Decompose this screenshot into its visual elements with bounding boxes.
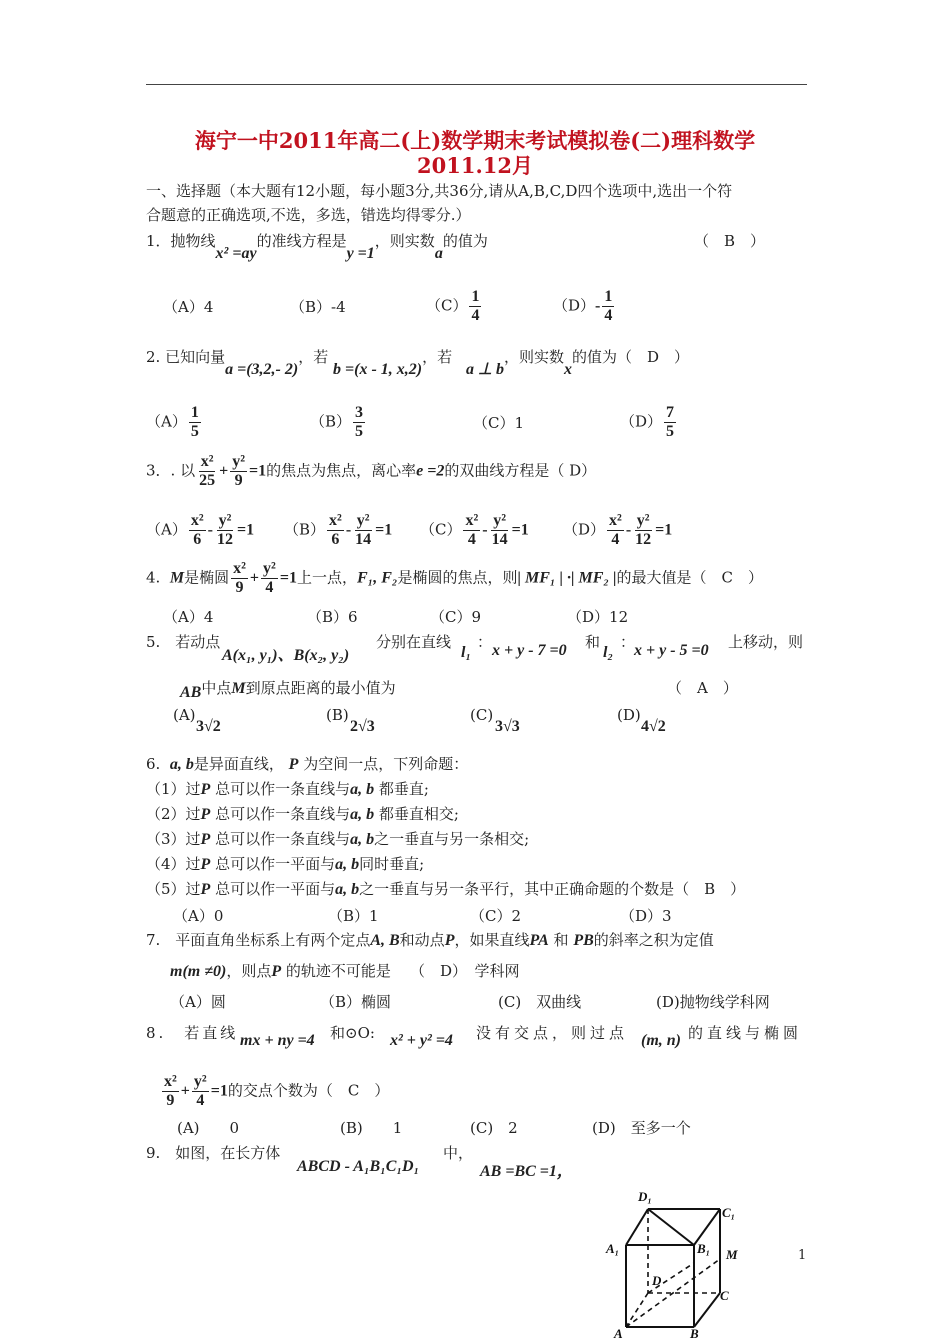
diagonal-d1b1 bbox=[648, 1209, 694, 1245]
q8-option-d: (D) 至多一个 bbox=[592, 1119, 691, 1137]
question-9: 9. 如图，在长方体 bbox=[146, 1144, 281, 1162]
q5-option-b-value: 2√3 bbox=[350, 718, 375, 735]
question-8: 8. 若直线 bbox=[146, 1024, 239, 1042]
label-c1: C₁ bbox=[722, 1205, 736, 1220]
q8-option-a: (A) 0 bbox=[177, 1119, 240, 1137]
q8-line-2: $\frac{\text{x²}}{9}$ + $\frac{\text{y²}}{4}$ =1的交点个数为（ C ） bbox=[164, 1073, 390, 1109]
q1-option-a: （A）4 bbox=[163, 298, 214, 316]
q6-option-b: （B）1 bbox=[328, 907, 379, 925]
q4-option-b: （B）6 bbox=[307, 608, 358, 626]
q8-circle-label: 和⊙O: bbox=[330, 1024, 375, 1042]
q4-option-c: （C）9 bbox=[430, 608, 482, 626]
page-number: 1 bbox=[798, 1248, 807, 1263]
q5-colon-1: ： bbox=[477, 633, 493, 651]
q4-option-a: （A）4 bbox=[163, 608, 214, 626]
q1-answer: （ B ） bbox=[694, 232, 766, 250]
q6-statement-3: （3）过P 总可以作一条直线与a, b之一垂直与另一条相交; bbox=[146, 830, 530, 848]
q7-option-b: （B）椭圆 bbox=[320, 993, 392, 1011]
question-3: 3．. 以 $\frac{\text{x²}}{25}$ + $\frac{\text{y²}}{9}$ =1的焦点为焦点，离心率e =2的双曲线方程是（ D） bbox=[146, 453, 597, 489]
q5-l2-equation: x + y - 5 =0 bbox=[634, 642, 709, 659]
q2-option-a: （A） $\frac{1}{5}$ bbox=[146, 404, 199, 440]
q9-solid: ABCD - A₁B₁C₁D₁ bbox=[297, 1158, 420, 1175]
question-5: 5. 若动点 bbox=[146, 633, 221, 651]
top-rule bbox=[146, 84, 807, 85]
q2-option-c: （C）1 bbox=[473, 414, 525, 432]
edge-da-hidden bbox=[626, 1293, 648, 1327]
q8-option-b: (B) 1 bbox=[340, 1119, 403, 1137]
q8-line: mx + ny =4 bbox=[240, 1032, 315, 1049]
label-b: B bbox=[690, 1326, 699, 1341]
q5-text-1: 分别在直线 bbox=[376, 633, 452, 651]
q1-option-b: （B）-4 bbox=[290, 298, 346, 316]
q7-line-2: m(m ≠0)，则点P 的轨迹不可能是 （ D） 学科网 bbox=[170, 962, 520, 980]
q5-l2: l₂ bbox=[603, 644, 614, 661]
q7-option-d: (D)抛物线学科网 bbox=[656, 993, 770, 1011]
q3-option-c: （C） $\frac{\text{x²}}{4}$ - $\frac{\text{y²}}{14}$ =1 bbox=[420, 512, 529, 548]
section-heading-2: 合题意的正确选项,不选，多选，错选均得零分.） bbox=[146, 206, 471, 224]
q6-statement-1: （1）过P 总可以作一条直线与a, b 都垂直; bbox=[146, 780, 429, 798]
q5-option-a: (A) bbox=[173, 706, 196, 724]
question-1: 1．抛物线x² =ay的准线方程是y =1，则实数a的值为 bbox=[146, 232, 488, 262]
q5-points: A(x₁, y₁)、B(x₂, y₂) bbox=[222, 647, 350, 664]
q5-l1: l₁ bbox=[461, 644, 472, 661]
q3-option-a: （A） $\frac{\text{x²}}{6}$ - $\frac{\text{y²}}{12}$ =1 bbox=[146, 512, 255, 548]
q8-text-2: 没有交点，则过点 bbox=[476, 1024, 629, 1042]
edge-bc bbox=[694, 1293, 720, 1327]
q6-option-a: （A）0 bbox=[173, 907, 224, 925]
q1-option-d: （D）- $\frac{1}{4}$ bbox=[553, 288, 613, 324]
q8-option-c: (C) 2 bbox=[470, 1119, 518, 1137]
q2-option-b: （B） $\frac{3}{5}$ bbox=[310, 404, 364, 440]
q6-statement-4: （4）过P 总可以作一平面与a, b同时垂直; bbox=[146, 855, 425, 873]
q3-option-b: （B） $\frac{\text{x²}}{6}$ - $\frac{\text{y²}}{14}$ =1 bbox=[284, 512, 393, 548]
label-m: M bbox=[726, 1247, 738, 1262]
q6-option-d: （D）3 bbox=[620, 907, 672, 925]
q5-and: 和 bbox=[585, 633, 601, 651]
cuboid-figure bbox=[600, 1185, 760, 1344]
q3-option-d: （D） $\frac{\text{x²}}{4}$ - $\frac{\text{y²}}{12}$ =1 bbox=[563, 512, 673, 548]
q5-option-a-value: 3√2 bbox=[196, 718, 221, 735]
q9-condition: AB =BC =1， bbox=[480, 1163, 573, 1180]
q9-text-1: 中， bbox=[443, 1144, 474, 1162]
paper-date: 2011.12月 bbox=[417, 153, 533, 178]
q8-point: (m, n) bbox=[641, 1032, 681, 1049]
question-6: 6. a, b是异面直线， P 为空间一点，下列命题： bbox=[146, 755, 469, 773]
q5-option-c: (C) bbox=[470, 706, 494, 724]
q1-option-c: （C） $\frac{1}{4}$ bbox=[426, 288, 480, 324]
edge-c1b1 bbox=[694, 1209, 720, 1245]
q2-continued: a ⊥ b，则实数x的值为（ D ） bbox=[466, 348, 689, 378]
label-c: C bbox=[720, 1288, 729, 1303]
q7-option-a: （A）圆 bbox=[170, 993, 226, 1011]
edge-d1a1 bbox=[626, 1209, 648, 1245]
question-2: 2. 已知向量a =(3,2,- 2)，若 b =(x - 1, x,2)，若 bbox=[146, 348, 453, 378]
label-d: D bbox=[652, 1273, 662, 1288]
q5-line-2: AB中点M到原点距离的最小值为 bbox=[180, 679, 396, 701]
q5-text-3: 上移动，则 bbox=[728, 633, 804, 651]
q5-option-c-value: 3√3 bbox=[495, 718, 520, 735]
q4-option-d: （D）12 bbox=[567, 608, 629, 626]
paper-title: 海宁一中2011年高二(上)数学期末考试模拟卷(二)理科数学 bbox=[194, 128, 756, 153]
section-heading-1: 一、选择题（本大题有12小题，每小题3分,共36分,请从A,B,C,D四个选项中,选出一个符 bbox=[146, 182, 733, 200]
q6-option-c: （C）2 bbox=[470, 907, 522, 925]
q5-option-d-value: 4√2 bbox=[641, 718, 666, 735]
label-a1: A₁ bbox=[606, 1241, 620, 1256]
q5-l1-equation: x + y - 7 =0 bbox=[492, 642, 567, 659]
q5-option-b: (B) bbox=[326, 706, 349, 724]
q2-option-d: （D） $\frac{7}{5}$ bbox=[620, 404, 675, 440]
q5-colon-2: ： bbox=[620, 633, 636, 651]
q6-statement-5: （5）过P 总可以作一平面与a, b之一垂直与另一条平行，其中正确命题的个数是（ B ） bbox=[146, 880, 746, 898]
q6-statement-2: （2）过P 总可以作一条直线与a, b 都垂直相交; bbox=[146, 805, 459, 823]
question-4: 4. M是椭圆 $\frac{\text{x²}}{9}$ + $\frac{\text{y²}}{4}$ =1上一点，F₁, F₂是椭圆的焦点，则| MF₁ | ·| MF₂ |的最大值是（ C ） bbox=[146, 560, 764, 596]
label-d1: D₁ bbox=[638, 1189, 652, 1204]
label-b1: B₁ bbox=[697, 1241, 711, 1256]
question-7: 7. 平面直角坐标系上有两个定点A, B和动点P，如果直线PA 和 PB的斜率之积为定值 bbox=[146, 931, 714, 949]
q8-circle: x² + y² =4 bbox=[390, 1032, 453, 1049]
q5-answer: （ A ） bbox=[667, 679, 738, 697]
label-a: A bbox=[614, 1326, 623, 1341]
q8-text-3: 的直线与椭圆 bbox=[688, 1024, 803, 1042]
q7-option-c: (C) 双曲线 bbox=[498, 993, 582, 1011]
q5-option-d: (D) bbox=[617, 706, 641, 724]
